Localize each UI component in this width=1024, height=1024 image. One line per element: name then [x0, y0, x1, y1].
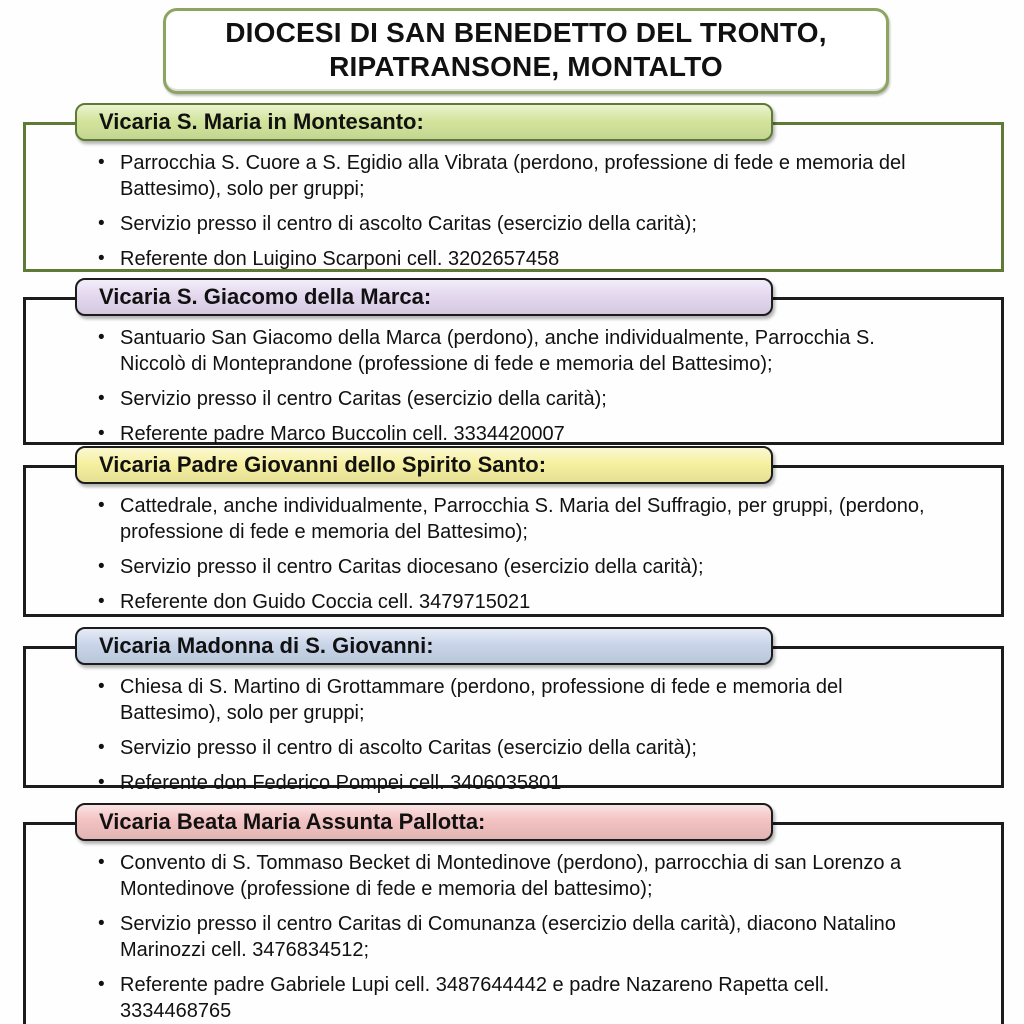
- bullet-list: [26, 300, 1001, 447]
- title-box: [163, 8, 889, 94]
- bullet-icon: •: [98, 772, 105, 793]
- section-content-box: [23, 822, 1004, 1024]
- list-item: [98, 325, 941, 377]
- section-header: [75, 103, 773, 141]
- bullet-icon: •: [98, 388, 105, 409]
- section-content-box: [23, 465, 1004, 617]
- bullet-text: Chiesa di S. Martino di Grottammare (perdono, professione di fede e memoria del Battesimo), solo per gruppi;: [120, 676, 843, 724]
- page-title: DIOCESI DI SAN BENEDETTO DEL TRONTO, RIPATRANSONE, MONTALTO: [225, 17, 827, 82]
- vicaria-section-montesanto: [23, 109, 1004, 272]
- bullet-text: Referente padre Gabriele Lupi cell. 3487644442 e padre Nazareno Rapetta cell. 3334468765: [120, 974, 830, 1022]
- section-header: [75, 278, 773, 316]
- bullet-text: Servizio presso il centro Caritas diocesano (esercizio della carità);: [120, 556, 704, 578]
- bullet-text: Cattedrale, anche individualmente, Parrocchia S. Maria del Suffragio, per gruppi, (perdono, professione di fede e memoria del Battesimo);: [120, 495, 925, 543]
- list-item: [98, 246, 941, 272]
- bullet-list: [26, 125, 1001, 272]
- bullet-icon: •: [98, 737, 105, 758]
- bullet-icon: •: [98, 423, 105, 444]
- bullet-icon: •: [98, 152, 105, 173]
- vicaria-section-giacomo-della-marca: [23, 284, 1004, 445]
- section-header-label: Vicaria Beata Maria Assunta Pallotta:: [99, 809, 486, 834]
- bullet-icon: •: [98, 913, 105, 934]
- section-header-label: Vicaria Padre Giovanni dello Spirito Santo:: [99, 452, 547, 477]
- bullet-text: Referente padre Marco Buccolin cell. 3334420007: [120, 423, 565, 445]
- bullet-text: Servizio presso il centro Caritas (esercizio della carità);: [120, 388, 607, 410]
- list-item: [98, 386, 941, 412]
- section-header-label: Vicaria S. Giacomo della Marca:: [99, 284, 432, 309]
- list-item: [98, 850, 941, 902]
- bullet-text: Referente don Federico Pompei cell. 3406035801: [120, 772, 562, 794]
- bullet-list: [26, 825, 1001, 1024]
- bullet-icon: •: [98, 327, 105, 348]
- list-item: [98, 421, 941, 447]
- list-item: [98, 770, 941, 796]
- vicaria-section-madonna-di-s-giovanni: [23, 633, 1004, 794]
- list-item: [98, 735, 941, 761]
- section-header: [75, 446, 773, 484]
- list-item: [98, 554, 941, 580]
- bullet-text: Servizio presso il centro di ascolto Caritas (esercizio della carità);: [120, 213, 697, 235]
- bullet-text: Referente don Guido Coccia cell. 3479715021: [120, 591, 531, 613]
- bullet-icon: •: [98, 676, 105, 697]
- bullet-list: [26, 649, 1001, 796]
- list-item: [98, 493, 941, 545]
- bullet-icon: •: [98, 974, 105, 995]
- bullet-icon: •: [98, 495, 105, 516]
- list-item: [98, 150, 941, 202]
- section-content-box: [23, 646, 1004, 794]
- bullet-icon: •: [98, 852, 105, 873]
- section-header-label: Vicaria S. Maria in Montesanto:: [99, 109, 424, 134]
- bullet-text: Santuario San Giacomo della Marca (perdono), anche individualmente, Parrocchia S. Niccolò di Monteprandone (professione di fede e memoria del Battesimo);: [120, 327, 875, 375]
- bullet-text: Convento di S. Tommaso Becket di Montedinove (perdono), parrocchia di san Lorenzo a Montedinove (professione di fede e memoria del battesimo);: [120, 852, 902, 900]
- bullet-icon: •: [98, 213, 105, 234]
- list-item: [98, 589, 941, 615]
- section-header-label: Vicaria Madonna di S. Giovanni:: [99, 633, 434, 658]
- list-item: [98, 211, 941, 237]
- section-header: [75, 627, 773, 665]
- bullet-text: Servizio presso il centro di ascolto Caritas (esercizio della carità);: [120, 737, 697, 759]
- section-header: [75, 803, 773, 841]
- section-content-box: [23, 297, 1004, 445]
- section-content-box: [23, 122, 1004, 272]
- vicaria-section-assunta-pallotta: [23, 809, 1004, 1024]
- bullet-icon: •: [98, 248, 105, 269]
- list-item: [98, 911, 941, 963]
- list-item: [98, 674, 941, 726]
- bullet-text: Servizio presso il centro Caritas di Comunanza (esercizio della carità), diacono Natalino Marinozzi cell. 3476834512;: [120, 913, 896, 961]
- bullet-text: Referente don Luigino Scarponi cell. 3202657458: [120, 248, 560, 270]
- bullet-list: [26, 468, 1001, 615]
- list-item: [98, 972, 941, 1024]
- bullet-icon: •: [98, 556, 105, 577]
- bullet-icon: •: [98, 591, 105, 612]
- bullet-text: Parrocchia S. Cuore a S. Egidio alla Vibrata (perdono, professione di fede e memoria del Battesimo), solo per gruppi;: [120, 152, 906, 200]
- vicaria-section-spirito-santo: [23, 452, 1004, 617]
